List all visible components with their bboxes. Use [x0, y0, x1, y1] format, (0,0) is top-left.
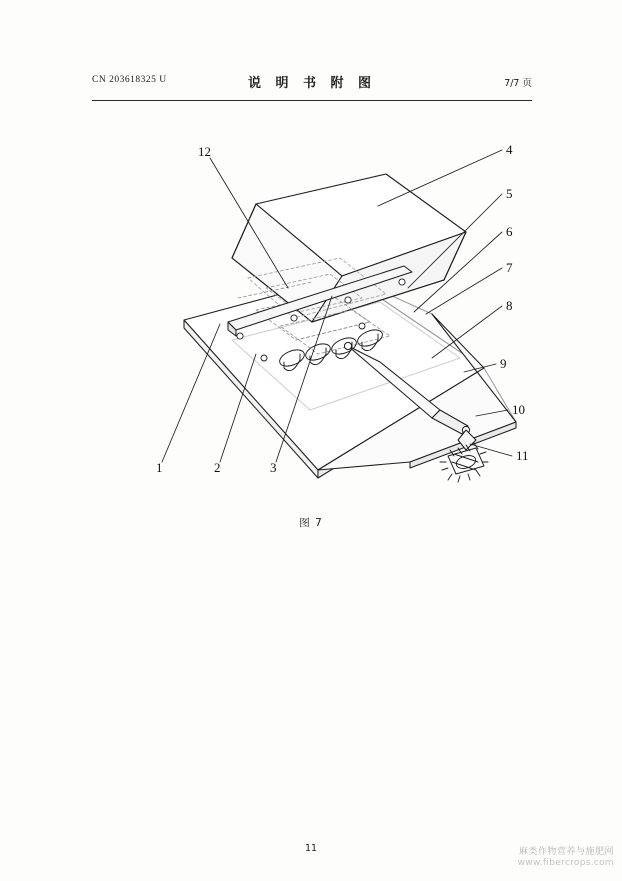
page-count: 7/7 页 [504, 78, 532, 89]
callout-label-3: 3 [270, 460, 277, 475]
callout-label-2: 2 [214, 460, 221, 475]
callout-label-12: 12 [198, 144, 211, 159]
callout-label-9: 9 [500, 356, 507, 371]
page-number: 11 [304, 843, 318, 854]
page-title: 说 明 书 附 图 [247, 76, 377, 91]
watermark-site-name: 麻类作物营养与施肥网 [518, 846, 614, 857]
callout-label-4: 4 [506, 142, 513, 157]
drawing-canvas [80, 110, 550, 530]
callout-label-11: 11 [516, 448, 529, 463]
watermark-url: www.fibercrops.com [517, 857, 614, 868]
watermark [518, 847, 614, 870]
header-divider [92, 100, 532, 101]
callout-label-5: 5 [506, 186, 513, 201]
figure-caption: 图 7 [299, 517, 323, 529]
callout-label-8: 8 [506, 298, 513, 313]
patent-number: CN 203618325 U [92, 75, 167, 85]
callout-label-6: 6 [506, 224, 513, 239]
figure-7-drawing [80, 110, 550, 530]
callout-label-10: 10 [512, 402, 525, 417]
callout-label-7: 7 [506, 260, 513, 275]
callout-label-1: 1 [156, 460, 163, 475]
page-header [92, 72, 532, 96]
